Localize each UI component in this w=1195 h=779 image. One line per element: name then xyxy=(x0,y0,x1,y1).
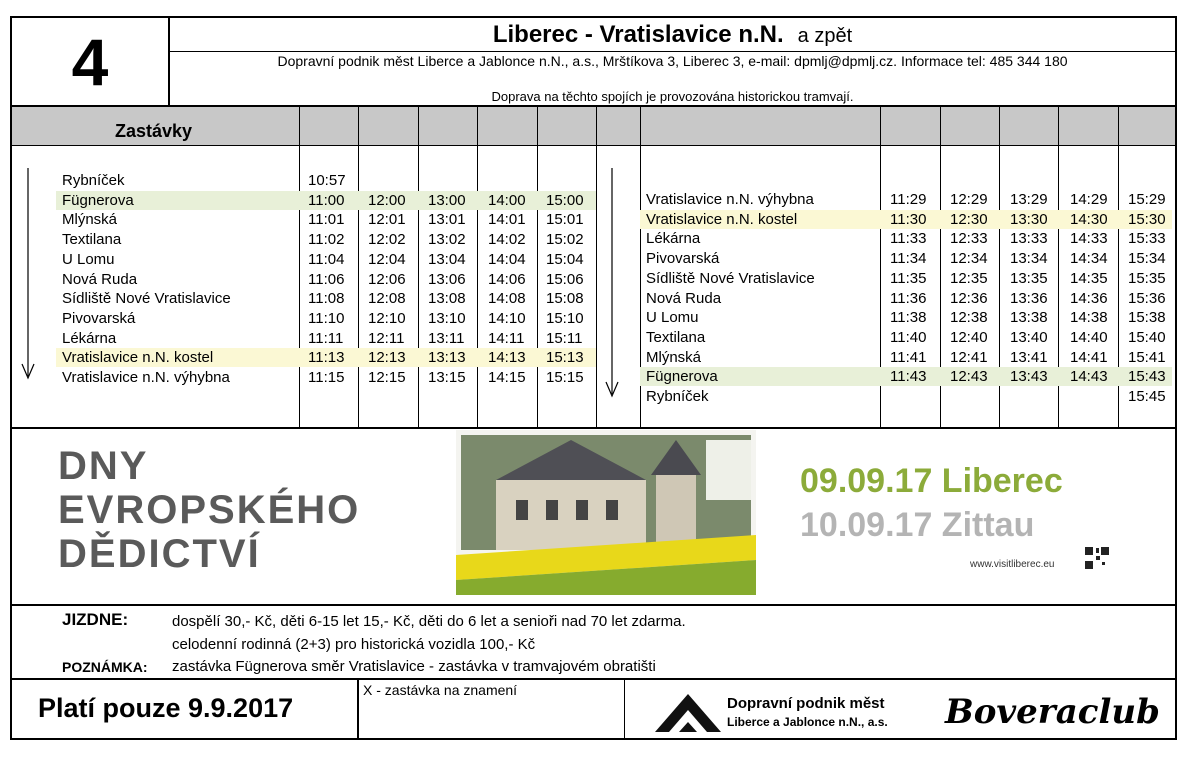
banner-title-line: EVROPSKÉHO xyxy=(58,488,361,532)
departure-time: 14:00 xyxy=(488,191,526,209)
departure-time: 13:38 xyxy=(1010,309,1048,327)
banner-title xyxy=(58,444,360,576)
band-bottom-rule xyxy=(11,145,1175,146)
stop-name: Lékárna xyxy=(62,329,117,347)
stop-name: Mlýnská xyxy=(62,211,118,229)
banner-title-line: DNY xyxy=(58,444,149,488)
stop-name: Rybníček xyxy=(62,172,125,189)
departure-time: 14:29 xyxy=(1070,191,1108,208)
departure-time: 14:38 xyxy=(1070,309,1108,327)
departure-time: 12:10 xyxy=(368,309,406,327)
departure-time: 15:08 xyxy=(546,290,584,308)
departure-time: 14:01 xyxy=(488,211,526,229)
departure-time: 13:10 xyxy=(428,309,466,327)
departure-time: 12:36 xyxy=(950,289,988,307)
departure-time: 11:36 xyxy=(890,289,927,307)
departure-time: 14:34 xyxy=(1070,250,1108,268)
departure-time: 12:43 xyxy=(950,368,988,386)
departure-time: 12:30 xyxy=(950,210,988,228)
departure-time: 11:30 xyxy=(890,210,927,228)
departure-time: 13:41 xyxy=(1010,348,1048,366)
departure-time: 12:13 xyxy=(368,349,406,367)
departure-time: 12:33 xyxy=(950,230,988,248)
stop-name: Pivovarská xyxy=(646,250,720,268)
column-divider xyxy=(596,106,597,427)
departure-time: 14:04 xyxy=(488,250,526,268)
departure-time: 11:35 xyxy=(890,269,927,287)
departure-time: 11:11 xyxy=(308,329,344,347)
dp-logo-text xyxy=(727,695,888,731)
departure-time: 15:36 xyxy=(1128,289,1166,307)
departure-time: 14:35 xyxy=(1070,269,1108,287)
stop-name: Lékárna xyxy=(646,230,701,248)
stop-name: Pivovarská xyxy=(62,309,136,327)
departure-time: 15:04 xyxy=(546,250,584,268)
departure-time: 13:34 xyxy=(1010,250,1048,268)
departure-time: 11:10 xyxy=(308,309,345,327)
departure-time: 14:02 xyxy=(488,231,526,249)
departure-time: 15:45 xyxy=(1128,388,1166,405)
departure-time: 12:34 xyxy=(950,250,988,268)
departure-time: 11:15 xyxy=(308,369,345,386)
dp-name: Dopravní podnik měst xyxy=(727,695,885,712)
fares-line: celodenní rodinná (2+3) pro historická vozidla 100,- Kč xyxy=(172,636,536,653)
departure-time: 13:30 xyxy=(1010,210,1048,228)
departure-time: 15:30 xyxy=(1128,210,1166,228)
departure-time: 14:30 xyxy=(1070,210,1108,228)
departure-time: 13:33 xyxy=(1010,230,1048,248)
departure-time: 15:10 xyxy=(546,309,584,327)
banner-title-line: DĚDICTVÍ xyxy=(58,532,261,576)
departure-time: 11:06 xyxy=(308,270,345,288)
departure-time: 14:13 xyxy=(488,349,526,367)
departure-time: 13:01 xyxy=(428,211,466,229)
departure-time: 12:06 xyxy=(368,270,406,288)
departure-time: 15:40 xyxy=(1128,328,1166,346)
fares-line: dospělí 30,- Kč, děti 6-15 let 15,- Kč, děti do 6 let a senioři nad 70 let zdarma. xyxy=(172,613,686,630)
date-zittau: 10.09.17 Zittau xyxy=(800,506,1035,544)
departure-time: 12:35 xyxy=(950,269,988,287)
departure-time: 14:06 xyxy=(488,270,526,288)
stop-name: U Lomu xyxy=(646,309,699,327)
column-divider xyxy=(418,106,419,427)
departure-time: 12:04 xyxy=(368,250,406,268)
operator-info: Dopravní podnik měst Liberce a Jablonce n.N., a.s., Mrštíkova 3, Liberec 3, e-mail: dpmlj@dpmlj.cz. Informace tel: 485 344 180 xyxy=(277,53,1068,69)
departure-time: 13:04 xyxy=(428,250,466,268)
departure-time: 13:35 xyxy=(1010,269,1048,287)
stop-name: Fügnerova xyxy=(646,368,718,386)
stop-name: Vratislavice n.N. výhybna xyxy=(62,369,230,386)
validity-text: Platí pouze 9.9.2017 xyxy=(38,693,294,723)
historic-note: Doprava na těchto spojích je provozována historickou tramvají. xyxy=(491,89,854,104)
fares-bottom-rule xyxy=(11,678,1175,680)
departure-time: 15:38 xyxy=(1128,309,1166,327)
departure-time: 14:08 xyxy=(488,290,526,308)
departure-time: 11:01 xyxy=(308,211,345,229)
departure-time: 11:41 xyxy=(890,348,927,366)
departure-time: 15:01 xyxy=(546,211,584,229)
departure-time: 15:06 xyxy=(546,270,584,288)
departure-time: 10:57 xyxy=(308,172,346,189)
column-divider xyxy=(358,106,359,427)
stop-name: Nová Ruda xyxy=(62,270,138,288)
fares-label: JIZDNE: xyxy=(62,610,129,629)
boveraclub-logo: Boveraclub xyxy=(945,692,1160,732)
departure-time: 15:02 xyxy=(546,231,584,249)
stop-name: Mlýnská xyxy=(646,348,702,366)
departure-time: 12:08 xyxy=(368,290,406,308)
column-divider xyxy=(537,106,538,427)
qr-code-icon xyxy=(1084,546,1110,570)
stop-name: Textilana xyxy=(646,328,706,346)
departure-time: 12:38 xyxy=(950,309,988,327)
stop-name: Fügnerova xyxy=(62,191,134,209)
column-divider xyxy=(299,106,300,427)
departure-time: 13:02 xyxy=(428,231,466,249)
departure-time: 14:43 xyxy=(1070,368,1108,386)
stop-name: Sídliště Nové Vratislavice xyxy=(646,269,815,287)
stop-name: U Lomu xyxy=(62,250,115,268)
departure-time: 15:34 xyxy=(1128,250,1166,268)
column-divider xyxy=(477,106,478,427)
departure-time: 13:43 xyxy=(1010,368,1048,386)
dp-logo-icon xyxy=(655,690,721,732)
departure-time: 15:13 xyxy=(546,349,584,367)
departure-time: 11:04 xyxy=(308,250,345,268)
footer-divider xyxy=(357,679,359,739)
website-link[interactable]: www.visitliberec.eu xyxy=(970,559,1055,570)
departure-time: 11:34 xyxy=(890,250,927,268)
departure-time: 12:02 xyxy=(368,231,406,249)
arrow-down-icon xyxy=(20,168,36,383)
departure-time: 14:15 xyxy=(488,369,526,386)
stop-name: Vratislavice n.N. kostel xyxy=(646,210,798,228)
stops-header: Zastávky xyxy=(115,121,193,141)
request-stop-note: X - zastávka na znamení xyxy=(363,682,518,698)
line-number: 4 xyxy=(71,25,109,99)
departure-time: 14:36 xyxy=(1070,289,1108,307)
note-label: POZNÁMKA: xyxy=(62,659,148,675)
departure-time: 11:38 xyxy=(890,309,927,327)
departure-time: 11:02 xyxy=(308,231,345,249)
departure-time: 13:36 xyxy=(1010,289,1048,307)
departure-time: 15:33 xyxy=(1128,230,1166,248)
castle-photo xyxy=(456,430,756,595)
departure-time: 15:15 xyxy=(546,369,584,386)
departure-time: 13:08 xyxy=(428,290,466,308)
note-text: zastávka Fügnerova směr Vratislavice - zastávka v tramvajovém obratišti xyxy=(172,658,656,675)
stop-name: Vratislavice n.N. kostel xyxy=(62,349,214,367)
header-rule xyxy=(169,51,1175,52)
departure-time: 13:00 xyxy=(428,191,466,209)
departure-time: 14:41 xyxy=(1070,348,1108,366)
table-bottom-rule xyxy=(11,427,1175,429)
departure-time: 15:43 xyxy=(1128,368,1166,386)
date-liberec: 09.09.17 Liberec xyxy=(800,462,1063,500)
departure-time: 11:43 xyxy=(890,368,927,386)
departure-time: 13:29 xyxy=(1010,191,1048,208)
departure-time: 13:06 xyxy=(428,270,466,288)
departure-time: 13:15 xyxy=(428,369,466,386)
departure-time: 11:29 xyxy=(890,191,927,208)
departure-time: 11:13 xyxy=(308,349,345,367)
route-title xyxy=(170,20,1175,51)
stop-name: Rybníček xyxy=(646,388,709,405)
departure-time: 12:40 xyxy=(950,328,988,346)
departure-time: 11:40 xyxy=(890,328,927,346)
route-name: Liberec - Vratislavice n.N. xyxy=(492,21,784,48)
departure-time: 14:10 xyxy=(488,309,526,327)
stop-name: Nová Ruda xyxy=(646,289,722,307)
banner-bottom-rule xyxy=(11,604,1175,606)
footer-divider xyxy=(624,679,625,739)
departure-time: 11:00 xyxy=(308,191,345,209)
departure-time: 15:11 xyxy=(546,329,583,347)
departure-time: 12:15 xyxy=(368,369,406,386)
departure-time: 15:29 xyxy=(1128,191,1166,208)
dp-subname: Liberce a Jablonce n.N., a.s. xyxy=(727,715,888,729)
stop-name: Vratislavice n.N. výhybna xyxy=(646,191,814,208)
stop-name: Sídliště Nové Vratislavice xyxy=(62,290,231,308)
departure-time: 13:40 xyxy=(1010,328,1048,346)
departure-time: 14:33 xyxy=(1070,230,1108,248)
departure-time: 15:41 xyxy=(1128,348,1166,366)
departure-time: 13:13 xyxy=(428,349,466,367)
arrow-down-icon xyxy=(604,168,620,400)
departure-time: 12:41 xyxy=(950,348,988,366)
return-note: a zpět xyxy=(797,25,853,47)
stop-name: Textilana xyxy=(62,231,122,249)
departure-time: 11:08 xyxy=(308,290,345,308)
departure-time: 12:01 xyxy=(368,211,406,229)
departure-time: 15:35 xyxy=(1128,269,1166,287)
departure-time: 12:00 xyxy=(368,191,406,209)
departure-time: 11:33 xyxy=(890,230,927,248)
departure-time: 13:11 xyxy=(428,329,465,347)
departure-time: 15:00 xyxy=(546,191,584,209)
departure-time: 12:29 xyxy=(950,191,988,208)
departure-time: 14:40 xyxy=(1070,328,1108,346)
departure-time: 14:11 xyxy=(488,329,525,347)
departure-time: 12:11 xyxy=(368,329,405,347)
